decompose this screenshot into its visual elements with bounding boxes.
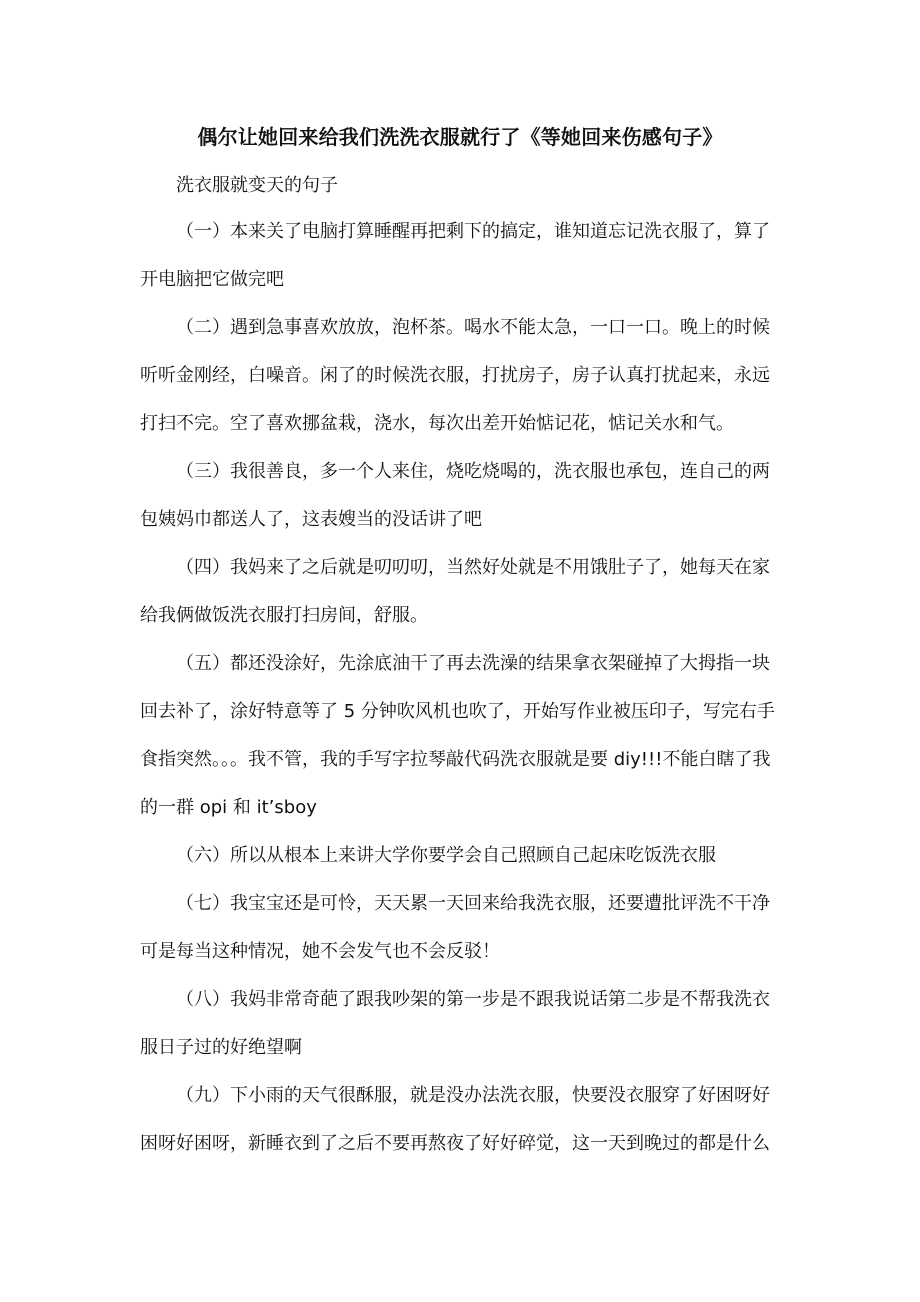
paragraph-line: 服日子过的好绝望啊 bbox=[140, 1037, 302, 1058]
paragraph bbox=[140, 832, 790, 880]
paragraph-line: （五）都还没涂好，先涂底油干了再去洗澡的结果拿衣架碰掉了大拇指一块 bbox=[176, 653, 770, 674]
paragraph-line: （二）遇到急事喜欢放放，泡杯茶。喝水不能太急，一口一口。晚上的时候 bbox=[176, 317, 770, 338]
paragraph bbox=[140, 976, 790, 1072]
paragraph-line: 困呀好困呀，新睡衣到了之后不要再熬夜了好好碎觉，这一天到晚过的都是什么 bbox=[140, 1133, 770, 1154]
document-subtitle: 洗衣服就变天的句子 bbox=[176, 175, 338, 196]
paragraph-line: （一）本来关了电脑打算睡醒再把剩下的搞定，谁知道忘记洗衣服了，算了 bbox=[176, 221, 770, 242]
paragraph-line: （四）我妈来了之后就是叨叨叨，当然好处就是不用饿肚子了，她每天在家 bbox=[176, 557, 770, 578]
document-title: 偶尔让她回来给我们洗洗衣服就行了《等她回来伤感句子》 bbox=[197, 125, 723, 149]
paragraph-line: 的一群 opi 和 it’sboy bbox=[140, 797, 317, 818]
paragraph-line: 打扫不完。空了喜欢挪盆栽，浇水，每次出差开始惦记花，惦记关水和气。 bbox=[140, 413, 734, 434]
paragraph-line: 给我俩做饭洗衣服打扫房间，舒服。 bbox=[140, 605, 428, 626]
paragraph bbox=[140, 880, 790, 976]
paragraph-line: 包姨妈巾都送人了，这表嫂当的没话讲了吧 bbox=[140, 509, 482, 530]
paragraph-line: （八）我妈非常奇葩了跟我吵架的第一步是不跟我说话第二步是不帮我洗衣 bbox=[176, 989, 770, 1010]
paragraph bbox=[140, 304, 790, 448]
paragraph-line: 回去补了，涂好特意等了 5 分钟吹风机也吹了，开始写作业被压印子，写完右手 bbox=[140, 701, 775, 722]
paragraph-line: 食指突然。。。我不管，我的手写字拉琴敲代码洗衣服就是要 diy!!!不能白瞎了我 bbox=[140, 749, 771, 770]
paragraph-line: （九）下小雨的天气很酥服，就是没办法洗衣服，快要没衣服穿了好困呀好 bbox=[176, 1085, 770, 1106]
paragraph bbox=[140, 640, 790, 832]
paragraph-line: 开电脑把它做完吧 bbox=[140, 269, 284, 290]
paragraph bbox=[140, 208, 790, 304]
paragraph bbox=[140, 544, 790, 640]
paragraph-line: （三）我很善良，多一个人来住，烧吃烧喝的，洗衣服也承包，连自己的两 bbox=[176, 461, 770, 482]
paragraph-line: 可是每当这种情况，她不会发气也不会反驳！ bbox=[140, 941, 500, 962]
paragraph bbox=[140, 1072, 790, 1168]
paragraph-line: （七）我宝宝还是可怜，天天累一天回来给我洗衣服，还要遭批评洗不干净 bbox=[176, 893, 770, 914]
paragraph-line: （六）所以从根本上来讲大学你要学会自己照顾自己起床吃饭洗衣服 bbox=[176, 845, 716, 866]
paragraph-line: 听听金刚经，白噪音。闲了的时候洗衣服，打扰房子，房子认真打扰起来，永远 bbox=[140, 365, 770, 386]
paragraph bbox=[140, 448, 790, 544]
